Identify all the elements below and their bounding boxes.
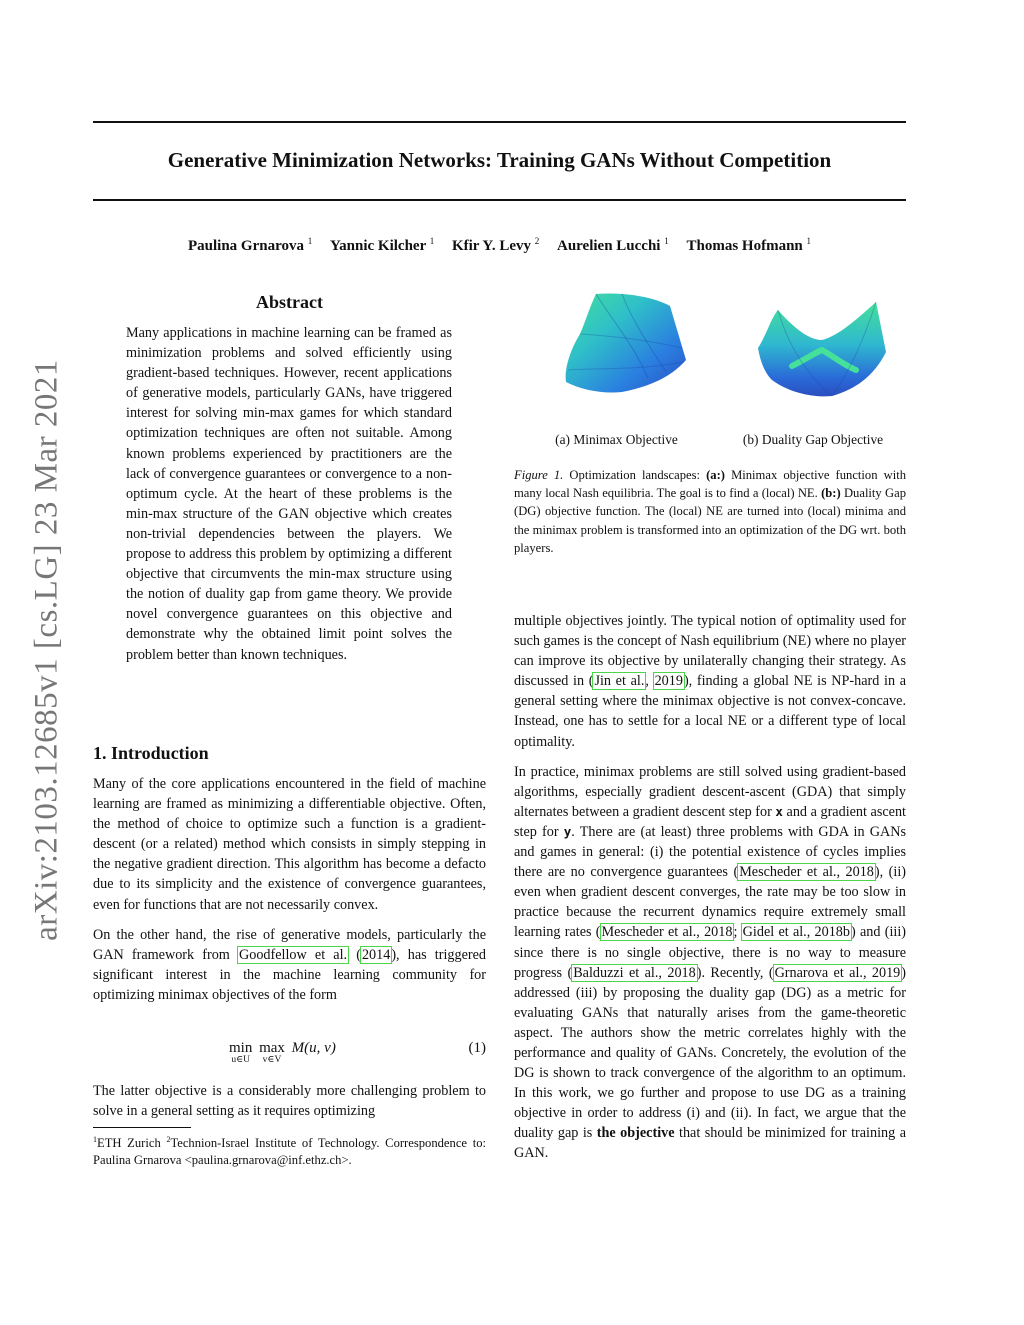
author-affiliation: 1 xyxy=(664,236,669,246)
author-name: Kfir Y. Levy xyxy=(451,238,531,254)
intro-heading: 1. Introduction xyxy=(93,743,209,763)
footnote-marker: 1 xyxy=(93,1135,97,1144)
footnote-rule xyxy=(93,1127,191,1128)
paragraph-text: In practice, minimax problems are still solved using gradient-based algorithms, especially gradient descent-ascent (GDA) that simply alternates between a gradient descent step for xyxy=(514,763,906,820)
author-name: Aurelien Lucchi xyxy=(557,238,661,254)
operator-subscript: u∈U xyxy=(231,1055,250,1065)
operator: min xyxy=(229,1040,253,1056)
caption-marker: (b:) xyxy=(821,486,841,501)
citation-link[interactable]: Mescheder et al., 2018 xyxy=(739,864,874,881)
title-rule-bottom xyxy=(93,199,906,201)
subfigure-caption-b: (b) Duality Gap Objective xyxy=(742,432,884,447)
citation-link[interactable]: 2014 xyxy=(361,946,391,963)
author-item xyxy=(452,238,539,254)
footnote-text: ETH Zurich xyxy=(97,1136,167,1151)
caption-text: Minimax objective function with many local Nash equilibria. The goal is to find a (local) NE. xyxy=(514,468,906,501)
math-symbol: y xyxy=(563,823,572,839)
caption-marker: (a:) xyxy=(706,468,725,482)
equation-min xyxy=(229,1040,252,1065)
author-name: Yannic Kilcher xyxy=(329,238,426,254)
citation-link[interactable]: Mescheder et al., 2018 xyxy=(601,924,733,941)
abstract-text: Many applications in machine learning can be framed as minimization problems and solved efficiently using gradient-based techniques. However, recent applications of generative models, particularly GANs, have triggered interest for solving min-max games for which standard optimization techniques are often not suitable. Among known problems experienced by practitioners are the lack of convergence guarantees or convergence to a non-optimum cycle. At the heart of these problems is the min-max structure of the GAN objective which creates non-trivial dependencies between the players. We propose to address this problem by optimizing a different objective that circumvents the min-max structure using the notion of duality gap from game theory. We provide novel convergence guarantees on this objective and demonstrate why the obtained limit point solves the problem better than known techniques. xyxy=(126,325,452,663)
citation-link[interactable]: Gidel et al., 2018b xyxy=(742,924,850,941)
arxiv-stamp: arXiv:2103.12685v1 [cs.LG] 23 Mar 2021 xyxy=(28,359,65,941)
abstract-heading: Abstract xyxy=(256,292,323,312)
citation-link[interactable]: 2019 xyxy=(654,673,683,690)
paragraph-text: that should be minimized for training a GAN. xyxy=(514,1125,906,1162)
author-item xyxy=(188,238,312,254)
equation-expression xyxy=(229,1040,336,1065)
citation-link[interactable]: Grnarova et al., 2019 xyxy=(774,964,901,981)
figure-label: Figure 1. xyxy=(514,468,564,482)
intro-paragraph-2: On the other hand, the rise of generative models, particularly the GAN framework from Goodfellow et al. (2014), has triggered significant interest in the machine learning community for optimizing minimax objectives of the form xyxy=(93,926,486,1003)
author-name: Thomas Hofmann xyxy=(686,238,803,254)
author-affiliation: 1 xyxy=(307,236,313,246)
figure-caption xyxy=(514,466,906,557)
emphasis-text: the objective xyxy=(596,1125,675,1142)
minimax-surface-plot xyxy=(552,290,692,398)
paragraph-text: ), (ii) even when gradient descent converges, the rate may be too slow in practice because the recurrent dynamics require extremely small learning rates ( xyxy=(514,864,906,941)
footnote-marker: 2 xyxy=(166,1135,171,1144)
paragraph-text: ; xyxy=(733,924,742,941)
paragraph-text: . There are (at least) three problems with GDA in GANs and games in general: (i) the potential existence of cycles implies there are no convergence guarantees ( xyxy=(514,823,906,881)
subfigure-caption-a: (a) Minimax Objective xyxy=(555,432,678,447)
duality-gap-surface-plot xyxy=(752,296,892,402)
citation-link[interactable]: Balduzzi et al., 2018 xyxy=(573,964,696,981)
intro-paragraph-3: The latter objective is a considerably more challenging problem to solve in a general setting as it requires optimizing xyxy=(93,1083,486,1120)
paragraph-text: ). Recently, ( xyxy=(696,964,774,981)
citation-link[interactable]: Jin et al. xyxy=(594,673,645,690)
author-name: Paulina Grnarova xyxy=(187,238,304,254)
author-list xyxy=(93,236,906,255)
operator-subscript: v∈V xyxy=(262,1055,282,1065)
paragraph-text: On the other hand, the rise of generative models, particularly the GAN framework from xyxy=(93,926,486,963)
math-symbol: x xyxy=(775,803,783,819)
footnote-text: Technion-Israel Institute of Technology. Correspondence to: Paulina Grnarova <paulina.grnarova@inf.ethz.ch>. xyxy=(93,1136,486,1168)
author-affiliation: 1 xyxy=(806,236,812,246)
paragraph-text: ), has triggered significant interest in the machine learning community for optimizing minimax objectives of the form xyxy=(93,946,486,1003)
author-item xyxy=(330,238,434,254)
intro-paragraph-1: Many of the core applications encountered in the field of machine learning are framed as minimizing a differentiable objective. Often, the method of choice to optimize such a function is a gradient-descent (or a related) method which consists in simply stepping in the negative gradient direction. This algorithm has become a defacto due to its simplicity and the existence of convergence guarantees, even for functions that are not necessarily convex. xyxy=(93,776,486,913)
author-affiliation: 1 xyxy=(429,236,435,246)
equation-number: (1) xyxy=(468,1040,486,1056)
intro-column xyxy=(93,774,486,1015)
right-paragraph-1: multiple objectives jointly. The typical notion of optimality used for such games is the concept of Nash equilibrium (NE) where no player can improve its objective by unilaterally changing their strategy. As discussed in (Jin et al., 2019), finding a global NE is NP-hard in a general setting where the minimax objective is not convex-concave. Instead, one has to settle for a local NE or a different type of local optimality. xyxy=(514,613,907,750)
author-affiliation: 2 xyxy=(534,236,540,246)
paragraph-text: ) and (iii) since there is no single objective, there is no way to measure progress ( xyxy=(514,924,906,981)
equation-max xyxy=(259,1040,285,1065)
paper-title: Generative Minimization Networks: Training GANs Without Competition xyxy=(167,148,832,172)
title-rule-top xyxy=(93,121,906,123)
equation-1 xyxy=(93,1040,486,1074)
paragraph-text: ) addressed (iii) by proposing the duality gap (DG) as a metric for evaluating GANs that naturally arises from the game-theoretic aspect. The authors show the metric correlates highly with the performance and quality of GANs. Concretely, the evolution of the DG is shown to track convergence of the algorithm to an optimum. In this work, we go further and propose to use DG as a training objective in order to address (i) and (ii). In fact, we argue that the duality gap is xyxy=(514,964,906,1142)
right-paragraph-2 xyxy=(514,762,906,1164)
operator: max xyxy=(259,1040,285,1056)
author-item xyxy=(557,238,669,254)
caption-text: Optimization landscapes: xyxy=(563,468,707,482)
caption-text: Duality Gap (DG) objective function. The (local) NE are turned into (local) minima and the minimax problem is transformed into an optimization of the DG wrt. both players. xyxy=(514,486,906,555)
right-column xyxy=(514,611,906,1174)
author-item xyxy=(686,238,811,254)
citation-link[interactable]: Goodfellow et al. xyxy=(238,946,348,963)
paragraph-text: multiple objectives jointly. The typical notion of optimality used for such games is the concept of Nash equilibrium (NE) where no player can improve its objective by unilaterally changing their strategy. As discussed in ( xyxy=(514,613,907,690)
affiliation-footnote xyxy=(93,1131,486,1169)
paragraph-text: ), finding a global NE is NP-hard in a general setting where the minimax objective is not convex-concave. Instead, one has to settle for a local NE or a different type of local optimality. xyxy=(514,673,906,750)
equation-body: M(u, v) xyxy=(291,1040,336,1056)
paragraph-text: and a gradient ascent step for xyxy=(514,803,906,840)
